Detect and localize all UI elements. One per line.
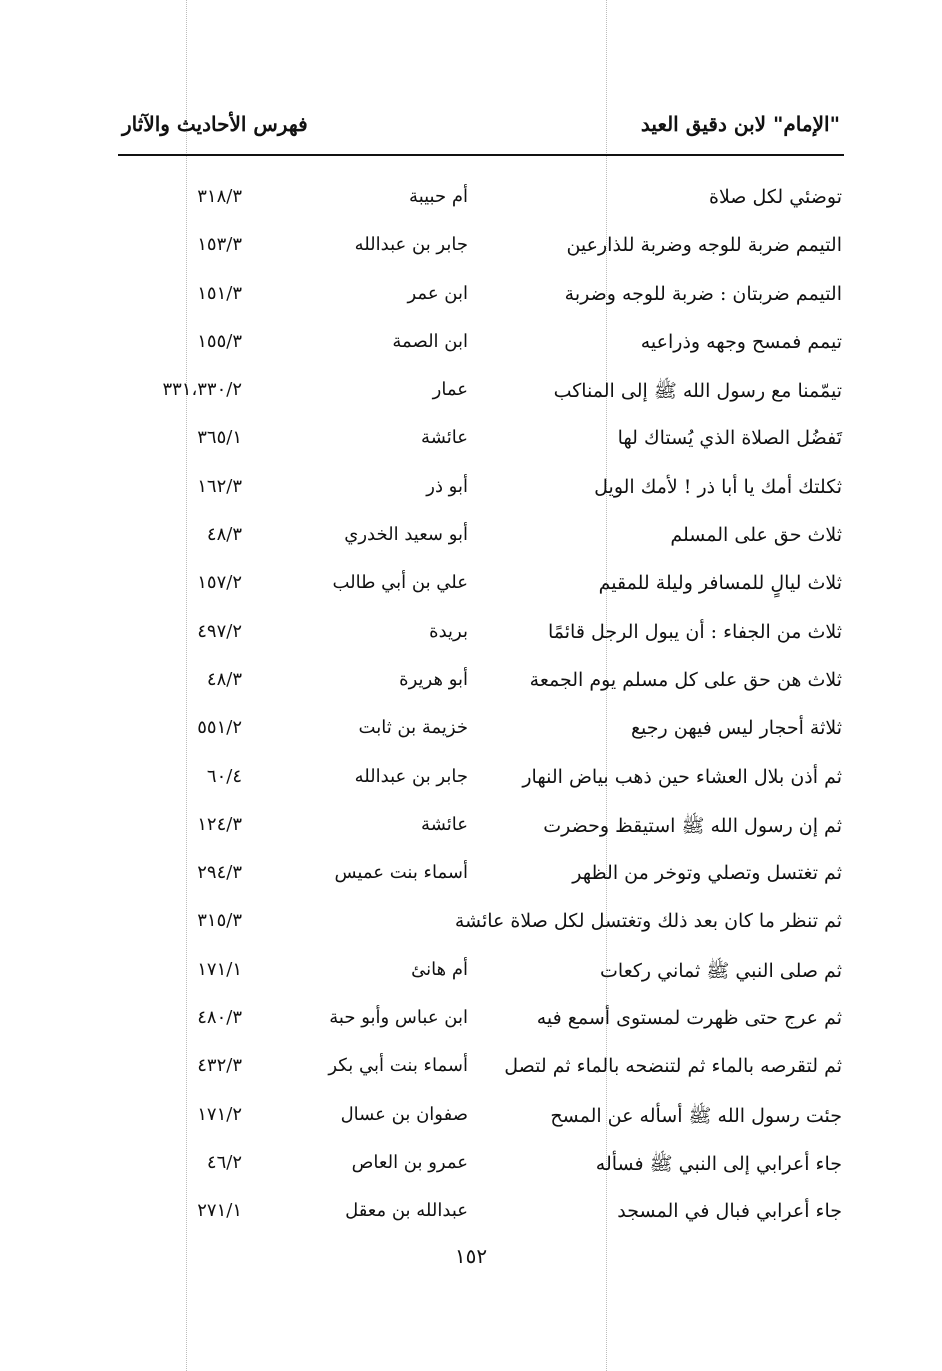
hadith-text: تَفضُل الصلاة الذي يُستاك لها [617,427,842,450]
index-entry-row [0,661,942,709]
volume-page-ref: ٤٨٠/٣ [197,1007,242,1029]
hadith-text: تيمّمنا مع رسول الله ﷺ إلى المناكب [553,380,842,403]
hadith-text: ثم عرج حتى ظهرت لمستوى أسمع فيه [536,1007,842,1030]
hadith-text: ثلاث حق على المسلم [670,524,842,547]
volume-page-ref: ٣١٥/٣ [197,910,242,932]
hadith-text: ثم صلى النبي ﷺ ثماني ركعات [600,959,842,982]
narrator-name: أم حبيبة [409,186,468,207]
hadith-text: تيمم فمسح وجهه وذراعيه [640,330,842,353]
narrator-name: علي بن أبي طالب [332,572,468,594]
narrator-name: عمرو بن العاص [351,1151,468,1173]
volume-page-ref: ١٦٢/٣ [197,475,242,497]
index-entry-row [0,999,942,1047]
narrator-name: جابر بن عبدالله [354,765,468,787]
narrator-name: ابن عباس وأبو حبة [329,1007,468,1029]
hadith-text: ثلاثة أحجار ليس فيهن رجيع [630,717,842,740]
hadith-text: التيمم ضربة للوجه وضربة للذارعين [566,234,842,257]
volume-page-ref: ٢٧١/١ [197,1200,242,1222]
narrator-name: أسماء بنت أبي بكر [328,1055,468,1077]
narrator-name: أبو سعيد الخدري [344,524,468,546]
volume-page-ref: ٤٩٧/٢ [197,620,242,642]
index-entry-row [0,178,942,226]
volume-page-ref: ٣٣١،٣٣٠/٢ [162,379,242,401]
index-entry-row [0,1144,942,1192]
index-entry-row [0,323,942,371]
volume-page-ref: ١٢٤/٣ [197,813,242,835]
page-number: ١٥٢ [454,1244,488,1268]
volume-page-ref: ١٧١/١ [197,958,242,980]
narrator-name: أسماء بنت عميس [334,862,468,884]
index-entry-row [0,419,942,467]
narrator-name: أبو ذر [426,475,468,497]
narrator-name: عائشة [421,813,468,835]
narrator-name: أم هانئ [411,958,468,980]
narrator-name: صفوان بن عسال [340,1103,468,1125]
hadith-text: ثم تنظر ما كان بعد ذلك وتغتسل لكل صلاة عائشة [454,910,842,933]
volume-page-ref: ١٥٣/٣ [197,234,242,256]
index-entry-row [0,468,942,516]
narrator-name: ابن عمر [407,282,468,304]
index-entry-row [0,758,942,806]
index-entry-row [0,902,942,950]
narrator-name: خزيمة بن ثابت [358,717,468,739]
index-entry-row [0,1192,942,1240]
hadith-text: ثكلتك أمك يا أبا ذر ! لأمك الويل [594,475,842,498]
narrator-name: عمار [432,379,468,401]
section-title: فهرس الأحاديث والآثار [122,112,308,136]
index-entry-row [0,613,942,661]
narrator-name: عائشة [421,427,468,449]
hadith-text: جاء أعرابي إلى النبي ﷺ فسأله [595,1152,842,1175]
volume-page-ref: ٣١٨/٣ [197,186,242,207]
index-entry-row [0,1047,942,1095]
index-entry-row [0,371,942,419]
volume-page-ref: ٣٦٥/١ [197,427,242,449]
hadith-text: ثلاث ليالٍ للمسافر وليلة للمقيم [598,572,842,595]
index-entry-row [0,275,942,323]
hadith-text: جاء أعرابي فبال في المسجد [617,1200,842,1223]
narrator-name: ابن الصمة [392,330,468,352]
volume-page-ref: ٤٣٢/٣ [197,1055,242,1077]
volume-page-ref: ٦٠/٤ [206,765,242,787]
hadith-text: توضئي لكل صلاة [709,186,842,208]
volume-page-ref: ٢٩٤/٣ [197,862,242,884]
index-entry-row [0,564,942,612]
book-title: "الإمام" لابن دقيق العيد [640,112,840,136]
hadith-index-list [0,178,942,1241]
volume-page-ref: ١٥١/٣ [197,282,242,304]
hadith-text: ثلاث هن حق على كل مسلم يوم الجمعة [529,668,842,691]
narrator-name: أبو هريرة [399,668,468,690]
volume-page-ref: ٥٥١/٢ [197,717,242,739]
volume-page-ref: ٤٨/٣ [206,524,242,546]
index-entry-row [0,854,942,902]
volume-page-ref: ٤٨/٣ [206,668,242,690]
hadith-text: جئت رسول الله ﷺ أسأله عن المسح [550,1104,842,1127]
narrator-name: بريدة [429,620,468,642]
narrator-name: جابر بن عبدالله [354,234,468,256]
volume-page-ref: ١٧١/٢ [197,1103,242,1125]
index-entry-row [0,806,942,854]
hadith-text: التيمم ضربتان : ضربة للوجه وضربة [564,282,842,305]
hadith-text: ثم إن رسول الله ﷺ استيقظ وحضرت [543,814,842,837]
index-entry-row [0,1096,942,1144]
hadith-text: ثلاث من الجفاء : أن يبول الرجل قائمًا [548,620,842,643]
index-entry-row [0,226,942,274]
volume-page-ref: ١٥٥/٣ [197,330,242,352]
hadith-text: ثم لتقرصه بالماء ثم لتنضحه بالماء ثم لتصل [504,1055,842,1078]
hadith-text: ثم تغتسل وتصلي وتوخر من الظهر [572,862,842,885]
index-entry-row [0,951,942,999]
volume-page-ref: ٤٦/٢ [206,1151,242,1173]
page-header [118,104,844,156]
narrator-name: عبدالله بن معقل [345,1200,468,1222]
index-entry-row [0,516,942,564]
index-entry-row [0,709,942,757]
hadith-text: ثم أذن بلال العشاء حين ذهب بياض النهار [522,765,842,788]
volume-page-ref: ١٥٧/٢ [197,572,242,594]
